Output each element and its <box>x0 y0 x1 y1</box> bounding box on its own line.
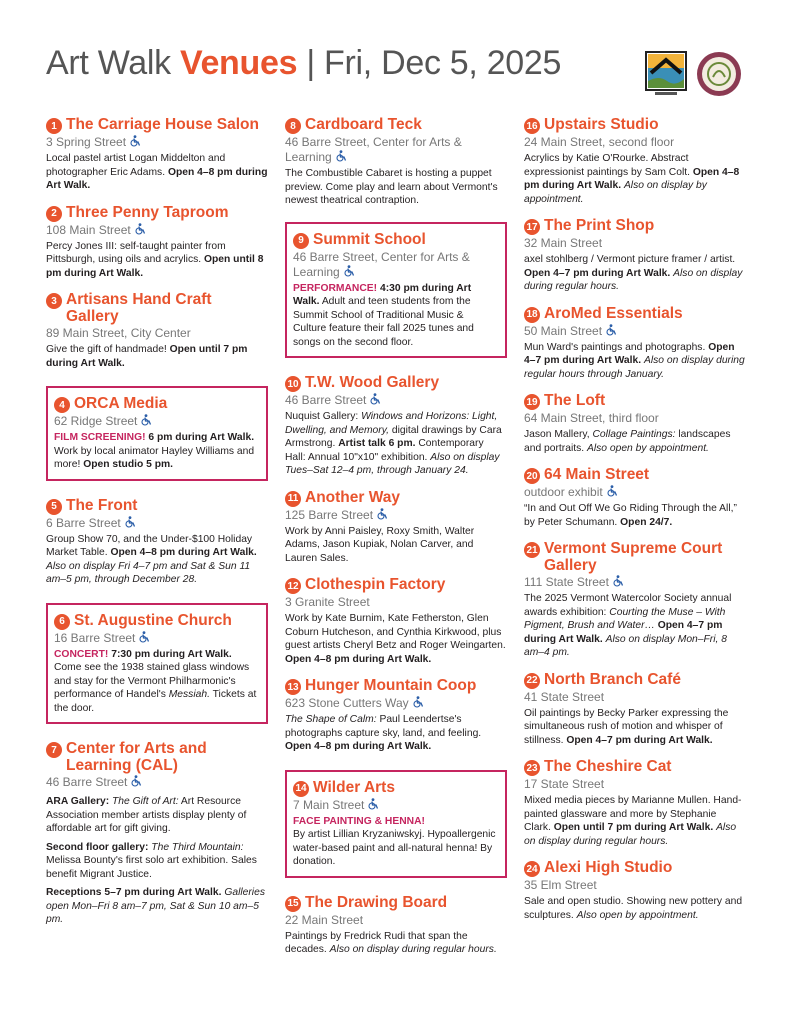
event-highlight: FACE PAINTING & HENNA! <box>293 815 425 827</box>
wheelchair-accessible-icon <box>129 135 141 147</box>
venue-name: Another Way <box>305 488 401 506</box>
venue-number: 24 <box>524 861 540 877</box>
column-2 <box>285 116 507 968</box>
venue-italic: Collage Paintings: <box>592 429 676 440</box>
venue-8 <box>285 116 507 208</box>
venue-name: Upstairs Studio <box>544 116 659 133</box>
venue-desc: Work by local animator Hayley Williams and more! <box>54 445 255 470</box>
venue-desc: Jason Mallery, <box>524 429 590 440</box>
drawing-board-seal-icon <box>696 51 742 97</box>
venue-name: Summit School <box>313 230 426 248</box>
event-highlight: FILM SCREENING! <box>54 432 146 443</box>
title-prefix: Art Walk <box>46 44 180 82</box>
venue-italic: The Shape of Calm: <box>285 714 377 725</box>
venue-17 <box>524 217 746 294</box>
venue-note: Also on display by appointment. <box>524 180 707 205</box>
venue-number: 7 <box>46 742 62 758</box>
venue-name: The Carriage House Salon <box>66 116 259 133</box>
venue-note: Also on display during regular hours through January. <box>524 355 745 380</box>
wheelchair-accessible-icon <box>369 393 381 405</box>
title-highlight: Venues <box>179 44 298 82</box>
para-italic: Galleries open Mon–Fri 8 am–7 pm, Sat & Sun 10 am–5 pm. <box>46 887 265 925</box>
event-highlight: PERFORMANCE! <box>293 282 378 294</box>
para-text: Melissa Bounty's first solo art exhibition. Sales benefit Migrant Justice. <box>46 855 257 880</box>
venue-address: 62 Ridge Street <box>54 414 138 428</box>
venue-note: Also on display during regular hours. <box>524 822 737 847</box>
venue-name: North Branch Café <box>544 670 681 688</box>
venue-address: 3 Spring Street <box>46 135 127 149</box>
venue-20 <box>524 466 746 529</box>
venue-hours: 7:30 pm during Art Walk. <box>111 648 232 660</box>
venue-name: The Cheshire Cat <box>544 758 672 775</box>
venue-number: 11 <box>285 491 301 507</box>
wheelchair-accessible-icon <box>124 516 136 528</box>
venue-name: Cardboard Teck <box>305 116 422 133</box>
venue-18 <box>524 305 746 382</box>
venue-address: 50 Main Street <box>524 323 603 338</box>
page-title <box>46 44 561 83</box>
venue-number: 12 <box>285 578 301 594</box>
venue-desc: Oil paintings by Becky Parker expressing the simultaneous rush of motion and whisper of stillness. <box>524 707 729 746</box>
venue-5 <box>46 497 268 587</box>
wheelchair-accessible-icon <box>606 485 618 497</box>
venue-hours: Open 4–7 pm during Art Walk. <box>566 734 713 746</box>
venue-name: The Drawing Board <box>305 893 448 911</box>
venue-number: 4 <box>54 397 70 413</box>
venue-number: 13 <box>285 679 301 695</box>
venue-note: Also on display during regular hours. <box>329 944 497 955</box>
venue-12 <box>285 576 507 666</box>
venue-desc: Sale and open studio. Showing new pottery and sculptures. <box>524 896 743 921</box>
event-highlight: CONCERT! <box>54 648 109 660</box>
venue-hours: Open 4–8 pm during Art Walk. <box>110 547 257 558</box>
venue-7 <box>46 740 268 927</box>
venue-number: 5 <box>46 499 62 515</box>
venue-hours: Open until 7 pm during Art Walk. <box>46 344 248 369</box>
venue-6 <box>46 603 268 725</box>
venue-desc: axel stohlberg / Vermont picture framer / artist. <box>524 254 736 265</box>
venue-number: 14 <box>293 781 309 797</box>
venue-number: 1 <box>46 118 62 134</box>
venue-10 <box>285 374 507 478</box>
venue-desc-2: Tickets at the door. <box>54 689 257 714</box>
venue-19 <box>524 392 746 455</box>
para-heading: Second floor gallery: <box>46 841 149 853</box>
venue-hours-2: Open studio 5 pm. <box>83 459 174 470</box>
venue-hours: Open 4–8 pm during Art Walk. <box>524 166 740 191</box>
title-suffix: | Fri, Dec 5, 2025 <box>297 44 562 82</box>
venue-address: 3 Granite Street <box>285 595 370 609</box>
venue-name: Center for Arts and Learning (CAL) <box>66 740 207 774</box>
wheelchair-accessible-icon <box>138 631 150 643</box>
venue-2 <box>46 204 268 281</box>
venue-address: 89 Main Street, City Center <box>46 326 191 340</box>
venue-number: 20 <box>524 468 540 484</box>
venue-16 <box>524 116 746 206</box>
venue-desc: Nuquist Gallery: <box>285 411 359 422</box>
wheelchair-accessible-icon <box>376 508 388 520</box>
venue-address: 46 Barre Street <box>285 393 367 407</box>
wheelchair-accessible-icon <box>367 798 379 810</box>
venue-hours: Open 4–8 pm during Art Walk. <box>46 166 268 191</box>
venue-number: 9 <box>293 233 309 249</box>
venue-hours: Open 4–7 pm during Art Walk. <box>524 341 735 366</box>
venue-desc: Come see the 1938 stained glass windows and stay for the Vermont Philharmonic's performance of Handel's <box>54 662 250 700</box>
venue-11 <box>285 489 507 566</box>
venue-note: Also on display Tues–Sat 12–4 pm, through January 24. <box>285 451 500 476</box>
venue-name: Hunger Mountain Coop <box>305 677 477 694</box>
venue-desc-2: digital drawings by Cara Armstrong. <box>285 424 502 449</box>
venue-hours: Artist talk 6 pm. <box>338 438 416 449</box>
venue-address: 17 State Street <box>524 777 605 791</box>
venue-desc: Mixed media pieces by Marianne Mullen. Hand-painted glassware and more by Stephanie Clark. <box>524 795 742 833</box>
venue-number: 3 <box>46 293 62 309</box>
venue-address: outdoor exhibit <box>524 485 603 499</box>
venue-note: Also open by appointment. <box>586 442 709 454</box>
wheelchair-accessible-icon <box>130 775 142 787</box>
venue-address: 35 Elm Street <box>524 878 597 892</box>
venue-name: T.W. Wood Gallery <box>305 374 440 391</box>
wheelchair-accessible-icon <box>134 223 146 235</box>
venue-3 <box>46 291 268 370</box>
venue-name: The Loft <box>544 392 606 409</box>
wheelchair-accessible-icon <box>412 696 424 708</box>
venue-hours: Open until 8 pm during Art Walk. <box>46 254 264 279</box>
venue-address: 46 Barre Street, Center for Arts & Learning <box>293 249 470 279</box>
venue-name: The Print Shop <box>544 217 655 234</box>
venue-name: 64 Main Street <box>544 466 650 483</box>
venue-desc: Percy Jones III: self-taught painter from Pittsburgh, using oils and acrylics. <box>46 240 226 265</box>
venue-desc: Work by Kate Burnim, Kate Fetherston, Glen Coburn Hutcheson, and Cynthia Kirkwood, plus guest artists Cheryl Betz and Roger Weingarten. <box>285 613 506 651</box>
venue-address: 46 Barre Street <box>46 775 128 789</box>
venue-address: 623 Stone Cutters Way <box>285 696 409 710</box>
venue-24 <box>524 859 746 922</box>
venue-address: 32 Main Street <box>524 236 603 250</box>
wheelchair-accessible-icon <box>605 324 617 336</box>
venue-name: Vermont Supreme Court Gallery <box>544 540 723 574</box>
venue-hours: Open 24/7. <box>620 516 673 528</box>
venue-note: Also on display during regular hours. <box>524 267 743 292</box>
venue-name: Wilder Arts <box>313 778 395 796</box>
wheelchair-accessible-icon <box>612 575 624 587</box>
venue-hours: Open 4–7 pm during Art Walk. <box>524 267 671 279</box>
para-italic: The Gift of Art: <box>112 796 179 807</box>
venue-21 <box>524 540 746 660</box>
venue-1 <box>46 116 268 193</box>
venue-23 <box>524 758 746 848</box>
venue-desc: Group Show 70, and the Under-$100 Holiday Market Table. <box>46 533 253 558</box>
venue-note: Also on display Fri 4–7 pm and Sat & Sun 11 am–5 pm, through December 28. <box>46 560 251 585</box>
venue-number: 10 <box>285 376 301 392</box>
venue-desc: By artist Lillian Kryzaniwskyj. Hypoallergenic water-based paint and all-natural henna! By donation. <box>293 829 496 867</box>
venue-number: 21 <box>524 542 540 558</box>
venue-hours: 6 pm during Art Walk. <box>148 432 255 443</box>
venue-address: 41 State Street <box>524 689 605 704</box>
venue-number: 22 <box>524 673 540 689</box>
venue-desc: The 2025 Vermont Watercolor Society annual awards exhibition: <box>524 593 732 618</box>
venue-number: 6 <box>54 614 70 630</box>
venue-hours: Open until 7 pm during Art Walk. <box>553 822 714 833</box>
venue-name: Clothespin Factory <box>305 576 446 593</box>
venue-14 <box>285 770 507 878</box>
venue-note: Also on display Mon–Fri, 8 am–4 pm. <box>524 633 727 658</box>
wheelchair-accessible-icon <box>140 414 152 426</box>
venue-address: 16 Barre Street <box>54 630 136 645</box>
venue-address: 22 Main Street <box>285 912 364 927</box>
venue-hours: Open 4–8 pm during Art Walk. <box>285 741 432 752</box>
venue-number: 23 <box>524 760 540 776</box>
venue-name: Artisans Hand Craft Gallery <box>66 291 212 325</box>
venue-desc: Adult and teen students from the Summit School of Traditional Music & Culture feature their fall 2025 tunes and songs on the second floor. <box>293 296 474 348</box>
venue-desc: Acrylics by Katie O'Rourke. Abstract expressionist paintings by Sam Colt. <box>524 153 690 178</box>
venue-address: 125 Barre Street <box>285 507 374 522</box>
venue-number: 16 <box>524 118 540 134</box>
venue-number: 2 <box>46 206 62 222</box>
venue-address: 64 Main Street, third floor <box>524 411 659 425</box>
venue-note: Also open by appointment. <box>576 909 699 921</box>
column-3 <box>524 116 746 933</box>
venue-name: AroMed Essentials <box>544 304 683 322</box>
venue-desc: Mun Ward's paintings and photographs. <box>524 341 706 353</box>
venue-italic: Windows and Horizons: Light, Dwelling, and Memory, <box>285 411 498 436</box>
venue-desc: Paintings by Fredrick Rudi that span the decades. <box>285 930 468 955</box>
venue-name: Three Penny Taproom <box>66 203 229 221</box>
venue-number: 19 <box>524 394 540 410</box>
venue-22 <box>524 671 746 748</box>
venue-9 <box>285 222 507 359</box>
venue-name: ORCA Media <box>74 395 168 412</box>
venue-italic: Messiah. <box>168 689 210 700</box>
column-1 <box>46 116 268 938</box>
venue-address: 111 State Street <box>524 575 609 589</box>
para-text: Art Resource Association member artists display plenty of affordable art for gift giving. <box>46 796 247 834</box>
venue-15 <box>285 894 507 957</box>
venue-name: St. Augustine Church <box>74 611 232 629</box>
venue-address: 108 Main Street <box>46 222 131 237</box>
venue-desc: Local pastel artist Logan Middelton and photographer Eric Adams. <box>46 153 226 178</box>
venue-name: Alexi High Studio <box>544 859 673 876</box>
para-heading: Receptions 5–7 pm during Art Walk. <box>46 887 222 898</box>
venue-address: 24 Main Street, second floor <box>524 135 675 149</box>
venue-desc-2: landscapes and portraits. <box>524 429 731 454</box>
wheelchair-accessible-icon <box>335 150 347 162</box>
venue-address: 46 Barre Street, Center for Arts & Learning <box>285 135 462 164</box>
venue-desc-3: Contemporary Hall: Annual 10"x10" exhibition. <box>285 438 484 463</box>
venue-desc: “In and Out Off We Go Riding Through the All,” by Peter Schumann. <box>524 503 737 528</box>
venue-number: 17 <box>524 219 540 235</box>
venue-desc: The Combustible Cabaret is hosting a puppet preview. Come play and learn about Vermont's newest theatrical contraption. <box>285 168 498 206</box>
venue-4 <box>46 386 268 481</box>
para-italic: The Third Mountain: <box>151 841 244 853</box>
venue-desc: Work by Anni Paisley, Roxy Smith, Walter Adams, Jason Kupiak, Nolan Carver, and Lauren Sales. <box>285 525 475 564</box>
venue-number: 8 <box>285 118 301 134</box>
venue-address: 7 Main Street <box>293 797 365 812</box>
venue-desc: Paul Leendertse's photographs capture sky, land, and feeling. <box>285 714 482 739</box>
venue-italic: Courting the Muse – With Pigment, Brush and Water… <box>524 606 726 631</box>
venue-number: 18 <box>524 307 540 323</box>
venue-13 <box>285 677 507 754</box>
venue-desc: Give the gift of handmade! <box>46 344 167 355</box>
venue-hours: 4:30 pm during Art Walk. <box>293 282 472 307</box>
house-landscape-logo-icon <box>645 51 687 97</box>
wheelchair-accessible-icon <box>343 265 355 277</box>
venue-hours: Open 4–7 pm during Art Walk. <box>524 620 723 645</box>
venue-name: The Front <box>66 496 138 514</box>
venue-hours: Open 4–8 pm during Art Walk. <box>285 653 432 665</box>
para-heading: ARA Gallery: <box>46 796 110 807</box>
venue-address: 6 Barre Street <box>46 515 121 530</box>
venue-number: 15 <box>285 896 301 912</box>
